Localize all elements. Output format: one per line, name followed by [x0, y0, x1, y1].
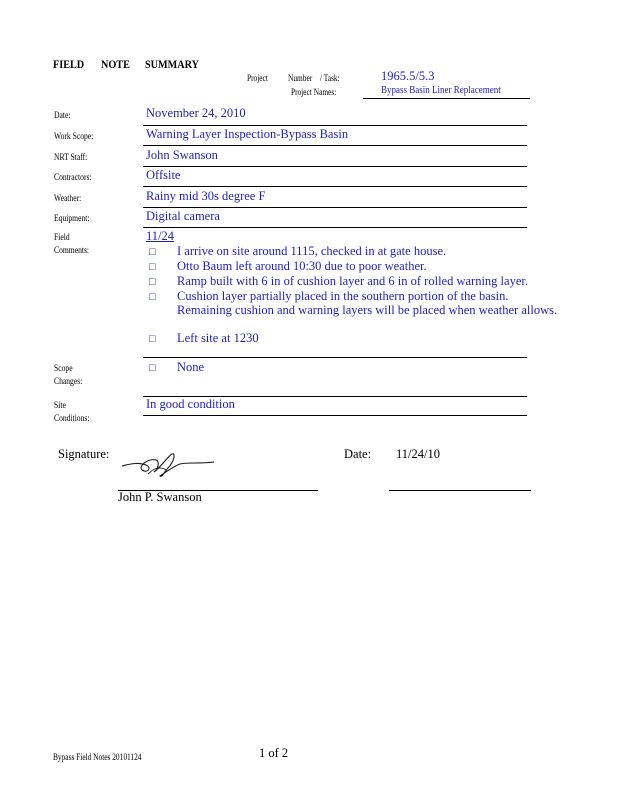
page-number: 1 of 2 [259, 746, 289, 760]
field-comments-label-2: Comments: [54, 246, 90, 256]
work-scope-label: Work Scope: [54, 132, 94, 142]
project-names-label: Project Names: [291, 87, 337, 97]
nrt-staff-value: John Swanson [146, 148, 218, 162]
comment-item: Cushion layer partially placed in the southern portion of the basin. Remaining cushion and warning layers will be placed when weather allows. [177, 289, 558, 317]
nrt-staff-label: NRT Staff: [54, 153, 88, 163]
footer-doc-name: Bypass Field Notes 20101124 [53, 752, 142, 762]
handwritten-signature-icon [118, 446, 218, 480]
bullet-icon: □ [149, 276, 156, 288]
contractors-value: Offsite [146, 168, 181, 182]
weather-label: Weather: [54, 194, 82, 204]
scope-changes-label-2: Changes: [54, 377, 83, 387]
weather-value: Rainy mid 30s degree F [146, 189, 266, 203]
comments-underline [143, 357, 527, 358]
bullet-icon: □ [149, 291, 156, 303]
header-underline [363, 98, 530, 99]
comment-item: Ramp built with 6 in of cushion layer and 6 in of rolled warning layer. [177, 274, 528, 288]
signer-name: John P. Swanson [118, 490, 202, 504]
date-underline [143, 125, 527, 126]
comment-item: I arrive on site around 1115, checked in at gate house. [177, 244, 447, 258]
site-conditions-value: In good condition [146, 397, 235, 411]
date-value: November 24, 2010 [146, 106, 246, 120]
weather-underline [143, 207, 527, 208]
comments-date: 11/24 [146, 229, 175, 243]
work-scope-value: Warning Layer Inspection-Bypass Basin [146, 127, 349, 141]
comment-item: Otto Baum left around 10:30 due to poor weather. [177, 259, 427, 273]
site-conditions-label-1: Site [54, 401, 66, 411]
task-label: / Task: [320, 73, 340, 83]
work-scope-underline [143, 145, 527, 146]
bullet-icon: □ [149, 261, 156, 273]
title-summary: SUMMARY [145, 57, 200, 71]
project-number: 1965.5/5.3 [381, 69, 435, 83]
site-conditions-label-2: Conditions: [54, 414, 90, 424]
contractors-underline [143, 186, 527, 187]
signature-date-label: Date: [344, 447, 372, 461]
equipment-value: Digital camera [146, 209, 220, 223]
signature-label: Signature: [58, 447, 110, 461]
title-note: NOTE [101, 57, 130, 71]
equipment-label: Equipment: [54, 214, 90, 224]
scope-changes-label-1: Scope [54, 364, 73, 374]
contractors-label: Contractors: [54, 173, 92, 183]
equipment-underline [143, 227, 527, 228]
bullet-icon: □ [149, 333, 156, 345]
date-label: Date: [54, 111, 71, 121]
scope-changes-value: None [177, 360, 205, 374]
number-label: Number [288, 73, 313, 83]
field-comments-label-1: Field [54, 233, 70, 243]
project-name: Bypass Basin Liner Replacement [381, 85, 501, 96]
title-field: FIELD [53, 57, 85, 71]
bullet-icon: □ [149, 246, 156, 258]
signature-date-value: 11/24/10 [396, 447, 440, 461]
site-conditions-underline [143, 415, 527, 416]
signature-date-line [389, 490, 531, 491]
bullet-icon: □ [149, 362, 156, 374]
nrt-staff-underline [143, 166, 527, 167]
project-label: Project [247, 73, 268, 83]
comment-item: Left site at 1230 [177, 331, 259, 345]
